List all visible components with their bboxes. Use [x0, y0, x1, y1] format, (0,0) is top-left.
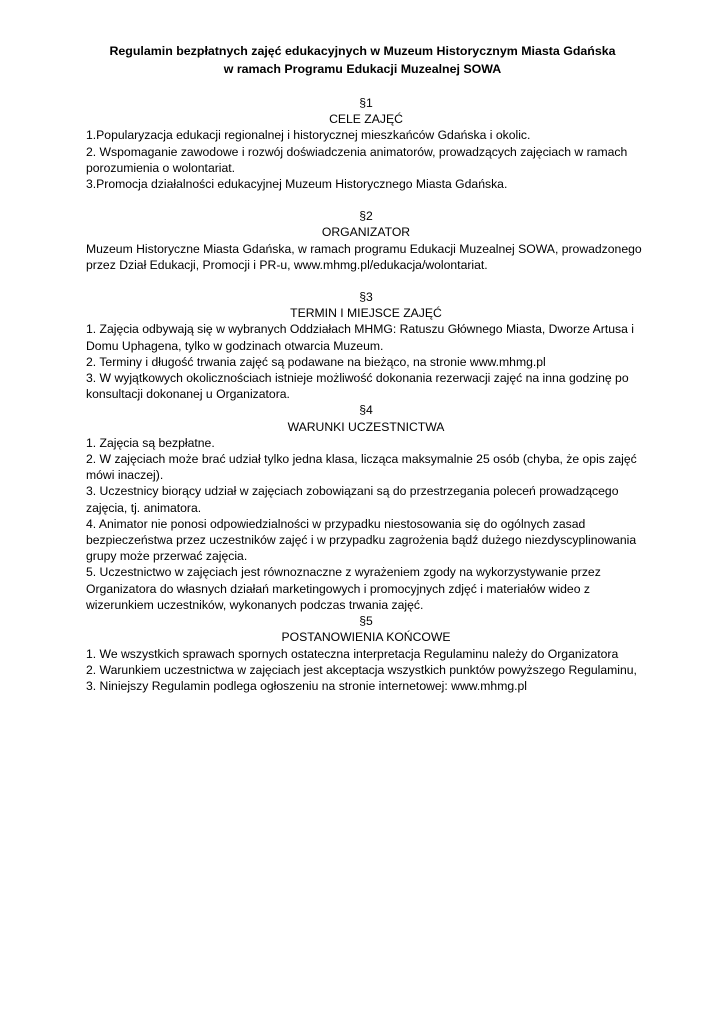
section-item: 4. Animator nie ponosi odpowiedzialności w przypadku niestosowania się do ogólnych zasad bezpieczeństwa przez uczestników zajęć i w przypadku zagrożenia bądź dużego niezdyscyplinowania grupy może przerwać zajęcia. — [86, 516, 637, 564]
section-4 — [86, 402, 646, 613]
section-number: §5 — [359, 614, 373, 629]
section-heading: POSTANOWIENIA KOŃCOWE — [281, 630, 451, 645]
section-item: 3. Niniejszy Regulamin podlega ogłoszeniu na stronie internetowej: www.mhmg.pl — [86, 678, 528, 693]
section-item: 2. Warunkiem uczestnictwa w zajęciach jest akceptacja wszystkich punktów powyższego Regulaminu, — [86, 662, 637, 677]
section-heading: ORGANIZATOR — [321, 225, 411, 240]
section-heading: WARUNKI UCZESTNICTWA — [287, 419, 445, 434]
document-title — [60, 42, 665, 78]
section-3 — [86, 289, 646, 402]
document-body — [86, 95, 646, 694]
section-heading: TERMIN I MIEJSCE ZAJĘĆ — [290, 306, 442, 321]
section-item: 3. Uczestnicy biorący udział w zajęciach zobowiązani są do przestrzegania poleceń prowadzącego zajęcia, tj. animatora. — [86, 484, 619, 515]
section-item: 3. W wyjątkowych okolicznościach istnieje możliwość dokonania rezerwacji zajęć na inna godzinę po konsultacji dokonanej u Organizatora. — [86, 371, 629, 402]
section-item: 1. We wszystkich sprawach spornych ostateczna interpretacja Regulaminu należy do Organizatora — [86, 646, 619, 661]
section-item: 3.Promocja działalności edukacyjnej Muzeum Historycznego Miasta Gdańska. — [86, 177, 508, 192]
section-number: §1 — [359, 96, 373, 110]
section-5 — [86, 613, 646, 694]
section-item: 2. Wspomaganie zawodowe i rozwój doświadczenia animatorów, prowadzących zajęciach w ramach porozumienia o wolontariat. — [86, 144, 628, 175]
section-item: 1.Popularyzacja edukacji regionalnej i historycznej mieszkańców Gdańska i okolic. — [86, 128, 531, 143]
title-line-1: Regulamin bezpłatnych zajęć edukacyjnych w Muzeum Historycznym Miasta Gdańska — [109, 44, 616, 58]
section-1 — [86, 95, 646, 192]
section-heading: CELE ZAJĘĆ — [329, 112, 403, 127]
section-item: 5. Uczestnictwo w zajęciach jest równoznaczne z wyrażeniem zgody na wykorzystywanie przez Organizatora do własnych działań marketingowych i promocyjnych zdjęć i materiałów wideo z wizerunkiem uczestników, wykonanych podczas trwania zajęć. — [86, 565, 601, 612]
section-number: §3 — [359, 290, 373, 305]
section-item: 1. Zajęcia odbywają się w wybranych Oddziałach MHMG: Ratuszu Głównego Miasta, Dworze Artusa i Domu Uphagena, tylko w godzinach otwarcia Muzeum. — [86, 322, 634, 353]
title-line-2: w ramach Programu Edukacji Muzealnej SOWA — [223, 62, 502, 76]
section-2 — [86, 208, 646, 273]
section-item: Muzeum Historyczne Miasta Gdańska, w ramach programu Edukacji Muzealnej SOWA, prowadzonego przez Dział Edukacji, Promocji i PR-u, www.mhmg.pl/edukacja/wolontariat. — [86, 241, 642, 272]
section-item: 2. Terminy i długość trwania zajęć są podawane na bieżąco, na stronie www.mhmg.pl — [86, 354, 546, 369]
section-number: §4 — [359, 403, 373, 418]
section-item: 1. Zajęcia są bezpłatne. — [86, 435, 215, 450]
section-number: §2 — [359, 209, 373, 224]
section-item: 2. W zajęciach może brać udział tylko jedna klasa, licząca maksymalnie 25 osób (chyba, że opis zajęć mówi inaczej). — [86, 452, 637, 483]
